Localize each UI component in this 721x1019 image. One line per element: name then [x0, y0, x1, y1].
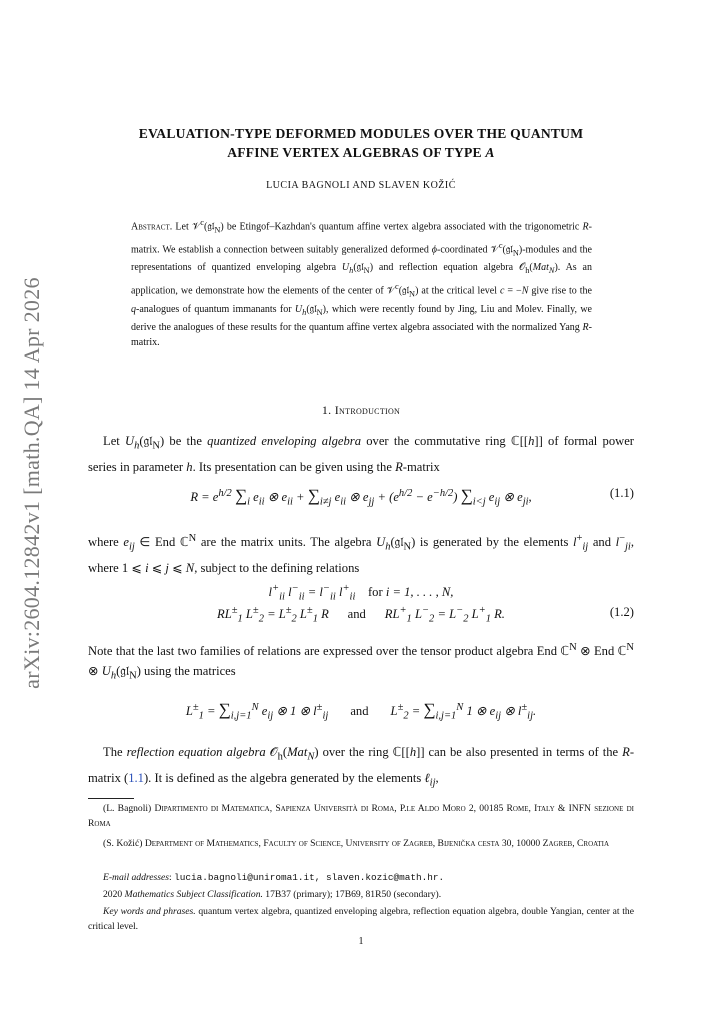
paragraph-2: where $e_{ij}$ ∈ End ℂ$^N$ are the matrix units. The algebra $U_h(𝔤𝔩_N)$ is generated by the elements $l^+_{ij}$ and $l^-_{ji}$, where 1 ⩽ i ⩽ j ⩽ N, subject to the defining relations	[88, 533, 635, 575]
paragraph-1: Let $U_h(𝔤𝔩_N)$ be the quantized enveloping algebra over the commutative ring ℂ[[h]] of formal power series in parameter h. Its presentation can be given using the R-matrix	[88, 434, 634, 474]
abstract: Abstract. Let 𝒱$^c$(𝔤𝔩$_N$) be Etingof–Kazhdan's quantum affine vertex algebra associated with the trigonometric R-matrix. We establish a connection between suitably generalized deformed ϕ-coordinated 𝒱$^c$(𝔤𝔩$_N$)-modules and the representations of quantized enveloping algebra $U_h(𝔤𝔩_N)$ and reflection equation algebra 𝒪$_h$(Mat$_N$). As an application, we demonstrate how the elements of the center of 𝒱$^c$(𝔤𝔩$_N$) at the critical level c = −N give rise to the q-analogues of quantum immanants for $U_h(𝔤𝔩_N)$, which were recently found by Jing, Liu and Molev. Finally, we derive the analogues of these results for the quantum affine vertex algebra associated with the normalized Yang R-matrix.	[131, 218, 592, 349]
paper-title	[88, 124, 634, 162]
paragraph-4: The reflection equation algebra 𝒪$_h$(Mat$_N$) over the ring ℂ[[h]] can be also presented in terms of the R-matrix (1.1). It is defined as the algebra generated by the elements ℓ$_{ij}$,	[88, 745, 635, 789]
arxiv-id: arXiv:2604.12842v1 [math.QA] 14 Apr 2026	[19, 277, 44, 689]
equation-ref-link[interactable]: 1.1	[128, 770, 144, 785]
email-line: E-mail addresses: lucia.bagnoli@uniroma1.it, slaven.kozic@math.hr.	[103, 872, 445, 883]
keywords-label: Key words and phrases.	[103, 906, 196, 917]
equation-matrices	[88, 700, 634, 736]
section-heading: 1. Introduction	[321, 403, 401, 417]
title-line-2: AFFINE VERTEX ALGEBRAS OF TYPE A	[227, 145, 495, 160]
msc-codes: 17B37 (primary); 17B69, 81R50 (secondary).	[265, 889, 442, 900]
keywords-line	[88, 904, 634, 935]
equation-1-2-number: (1.2)	[609, 605, 634, 619]
paragraph-3: Note that the last two families of relations are expressed over the tensor product algebra End ℂ$^N$ ⊗ End ℂ$^N$ ⊗ $U_h(𝔤𝔩_N)$ using the matrices	[88, 642, 634, 682]
equation-matrices-body: $L^\pm_1 = \sum_{i,j=1}^N$ $e_{ij}$ ⊗ 1 ⊗ $l^\pm_{ij}$ and $L^\pm_2 = \sum_{i,j=1}^N$ 1 ⊗ $e_{ij}$ ⊗ $l^\pm_{ij}$.	[185, 700, 537, 722]
equation-1-1	[88, 486, 634, 516]
affiliation-kozic: (S. Kožić) Department of Mathematics, Faculty of Science, University of Zagreb, Bijenička cesta 30, 10000 Zagreb, Croatia	[103, 838, 610, 849]
page-number: 1	[358, 936, 364, 947]
equation-1-2-line-1: $l^+_{ii}$ $l^-_{ii} = l^-_{ii}$ $l^+_{ii}$ for i = 1, . . . , N,	[268, 583, 454, 603]
equation-1-1-number: (1.1)	[609, 486, 634, 500]
email-label: E-mail addresses	[103, 872, 169, 883]
equation-1-2-line-2: $RL^\pm_1$ $L^\pm_2 = L^\pm_2$ $L^\pm_1$ R and $RL^+_1$ $L^-_2 = L^-_2$ $L^+_1$ R.	[217, 605, 505, 625]
keywords: quantum vertex algebra, quantized enveloping algebra, reflection equation algebra, double Yangian, center at the critical level.	[88, 906, 634, 933]
abstract-heading: Abstract.	[131, 221, 173, 233]
emails[interactable]: lucia.bagnoli@uniroma1.it, slaven.kozic@math.hr.	[174, 872, 445, 883]
footnote-rule	[88, 798, 134, 799]
title-line-1: EVALUATION-TYPE DEFORMED MODULES OVER THE QUANTUM	[138, 126, 584, 141]
arxiv-stamp	[12, 277, 52, 689]
equation-1-2	[88, 583, 634, 629]
msc-line: 2020 Mathematics Subject Classification. 17B37 (primary); 17B69, 81R50 (secondary).	[103, 889, 442, 900]
affiliation-bagnoli: (L. Bagnoli) Dipartimento di Matematica, Sapienza Università di Roma, P.le Aldo Moro 2, 00185 Rome, Italy & INFN sezione di Roma	[88, 803, 634, 830]
authors: LUCIA BAGNOLI AND SLAVEN KOŽIĆ	[266, 180, 456, 191]
equation-1-1-body: $R = e^{h/2}$ $\sum_i$ $e_{ii}$ ⊗ $e_{ii} + \sum_{i\ne j}$ $e_{ii}$ ⊗ $e_{jj} + (e^{h/2} - e^{-h/2})$ $\sum_{i<j}$ $e_{ij}$ ⊗ $e_{ji}$,	[190, 486, 532, 508]
